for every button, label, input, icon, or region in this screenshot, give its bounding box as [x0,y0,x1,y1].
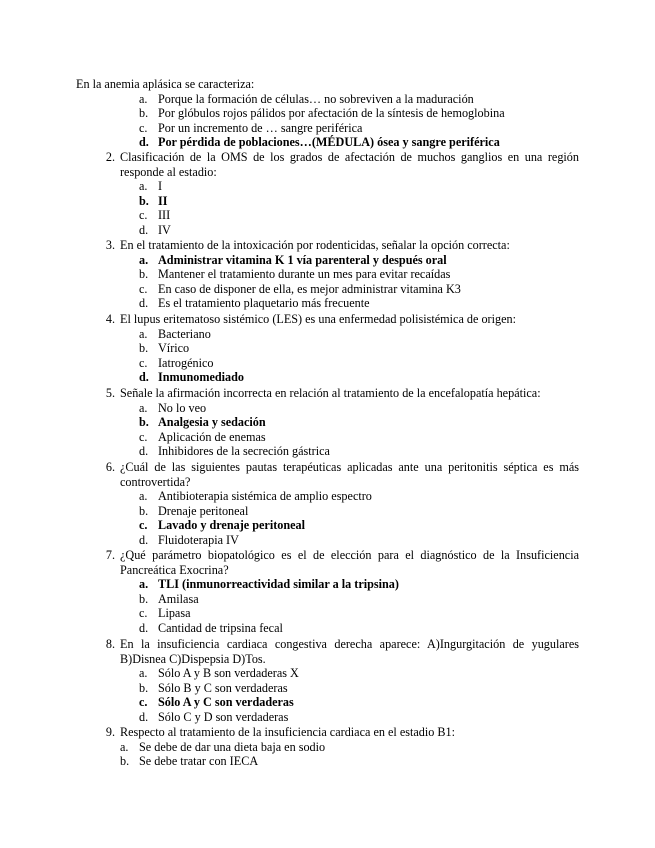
intro-option-d: d. Por pérdida de poblaciones…(MÉDULA) ósea y sangre periférica [139,135,500,150]
question-9 [0,725,655,769]
question-4 [0,312,655,385]
option-b: b. Drenaje peritoneal [139,503,249,518]
option-c: c. Sólo A y C son verdaderas [139,695,294,710]
intro-option-c: c. Por un incremento de … sangre periférica [139,120,363,135]
option-c: c. En caso de disponer de ella, es mejor administrar vitamina K3 [139,281,461,296]
intro-options [0,92,655,150]
option-d: d. Sólo C y D son verdaderas [139,709,289,724]
option-c: c. Lavado y drenaje peritoneal [139,518,306,533]
option-b: b. Sólo B y C son verdaderas [139,680,288,695]
question-3 [0,238,655,311]
question-5 [0,386,655,459]
option-b: b. Analgesia y sedación [139,415,266,430]
option-a: a. Sólo A y B son verdaderas X [139,666,299,681]
option-b: b. Se debe tratar con IECA [120,754,259,769]
question-6 [0,460,655,548]
option-c: c. III [139,208,171,223]
option-b: b. Amilasa [139,591,199,606]
question-7 [0,548,655,636]
option-d: d. IV [139,222,171,237]
question-text: 2. Clasificación de la OMS de los grados de afectación de muchos ganglios en una región responde al estadio: [105,150,579,179]
option-a: a. No lo veo [139,400,207,415]
option-a: a. Bacteriano [139,326,211,341]
option-a: a. TLI (inmunorreactividad similar a la tripsina) [139,577,399,592]
option-b: b. Vírico [139,341,190,356]
option-d: d. Cantidad de tripsina fecal [139,620,283,635]
question-text: 8. En la insuficiencia cardiaca congestiva derecha aparece: A)Ingurgitación de yugulares B)Disnea C)Dispepsia D)Tos. [105,637,579,666]
question-text: 6. ¿Cuál de las siguientes pautas terapéuticas aplicadas ante una peritonitis séptica es más controvertida? [105,460,579,489]
question-text: 4. El lupus eritematoso sistémico (LES) es una enfermedad polisistémica de origen: [105,312,516,326]
question-text: 3. En el tratamiento de la intoxicación por rodenticidas, señalar la opción correcta: [105,238,510,252]
intro-question: En la anemia aplásica se caracteriza: [76,77,255,91]
option-d: d. Fluidoterapia IV [139,532,239,547]
option-a: a. I [139,179,163,194]
option-a: a. Antibioterapia sistémica de amplio espectro [139,489,372,504]
intro-option-a: a. Porque la formación de células… no sobreviven a la maduración [139,91,474,106]
option-b: b. II [139,193,168,208]
question-text: 5. Señale la afirmación incorrecta en relación al tratamiento de la encefalopatía hepática: [105,386,541,400]
option-d: d. Inhibidores de la secreción gástrica [139,444,330,459]
question-text: 7. ¿Qué parámetro biopatológico es el de elección para el diagnóstico de la Insuficiencia Pancreática Exocrina? [105,548,579,577]
option-c: c. Lipasa [139,606,191,621]
option-c: c. Iatrogénico [139,355,214,370]
option-c: c. Aplicación de enemas [139,429,266,444]
option-b: b. Mantener el tratamiento durante un mes para evitar recaídas [139,267,451,282]
option-d: d. Es el tratamiento plaquetario más frecuente [139,296,370,311]
question-8 [0,637,655,725]
option-a: a. Administrar vitamina K 1 vía parenteral y después oral [139,252,447,267]
question-text: 9. Respecto al tratamiento de la insuficiencia cardiaca en el estadio B1: [105,725,456,739]
intro-option-b: b. Por glóbulos rojos pálidos por afectación de la síntesis de hemoglobina [139,106,505,121]
option-d: d. Inmunomediado [139,370,245,385]
question-2 [0,150,655,238]
option-a: a. Se debe de dar una dieta baja en sodio [120,739,326,754]
